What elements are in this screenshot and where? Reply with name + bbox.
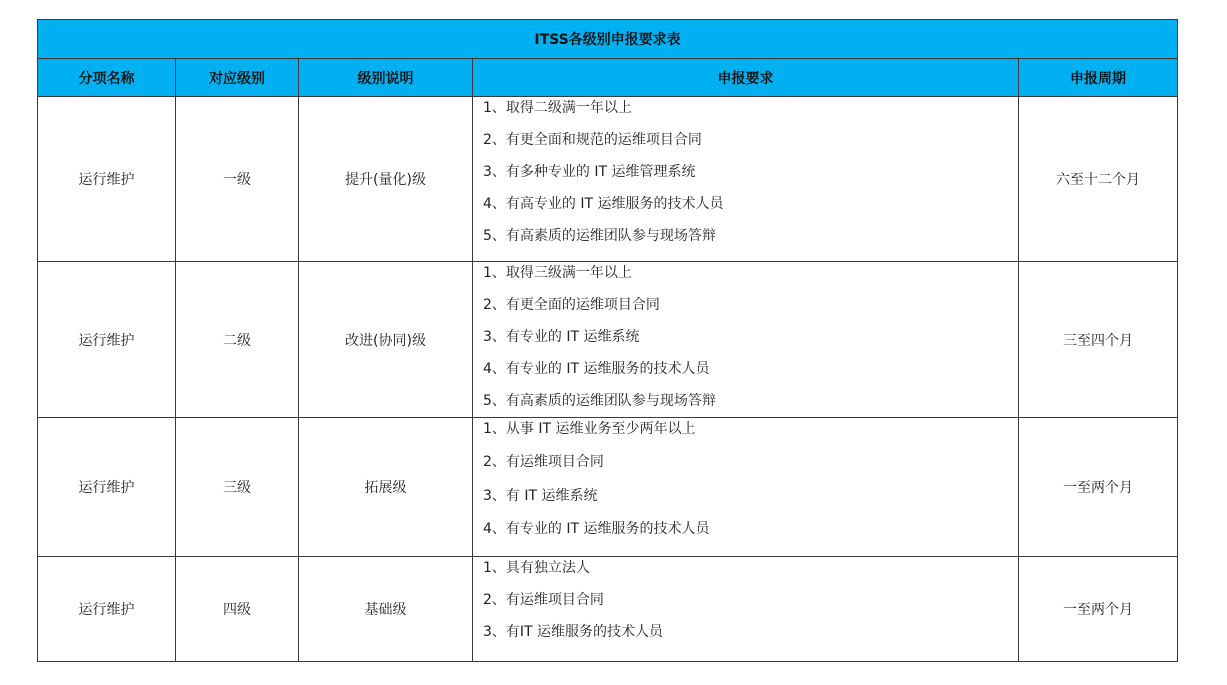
requirement-item: 2、有更全面和规范的运维项目合同	[483, 132, 702, 148]
requirement-item: 3、有IT 运维服务的技术人员	[483, 624, 664, 640]
requirement-item: 2、有运维项目合同	[483, 592, 604, 608]
cell-description: 改进(协同)级	[299, 262, 473, 418]
header-row	[38, 59, 1178, 97]
requirement-item: 5、有高素质的运维团队参与现场答辩	[483, 393, 716, 409]
header-category: 分项名称	[38, 59, 176, 97]
requirement-item: 4、有专业的 IT 运维服务的技术人员	[483, 520, 710, 537]
requirement-item: 5、有高素质的运维团队参与现场答辩	[483, 228, 716, 244]
table-row	[38, 557, 1178, 662]
cell-level: 四级	[176, 557, 299, 662]
requirement-item: 2、有运维项目合同	[483, 454, 604, 471]
requirements-list	[483, 557, 1018, 642]
requirement-item: 4、有高专业的 IT 运维服务的技术人员	[483, 196, 724, 212]
requirement-item: 1、取得三级满一年以上	[483, 265, 632, 281]
cell-cycle: 三至四个月	[1019, 262, 1178, 418]
cell-level: 一级	[176, 97, 299, 262]
cell-category: 运行维护	[38, 557, 176, 662]
cell-category: 运行维护	[38, 418, 176, 557]
cell-requirements	[473, 557, 1019, 662]
requirement-item: 1、具有独立法人	[483, 560, 590, 576]
requirements-list	[483, 97, 1018, 246]
itss-requirements-table	[37, 19, 1178, 662]
requirement-item: 3、有 IT 运维系统	[483, 487, 598, 504]
cell-requirements	[473, 262, 1019, 418]
cell-description: 提升(量化)级	[299, 97, 473, 262]
table-row	[38, 418, 1178, 557]
requirements-list	[483, 262, 1018, 411]
cell-level: 三级	[176, 418, 299, 557]
header-requirements: 申报要求	[473, 59, 1019, 97]
cell-category: 运行维护	[38, 262, 176, 418]
requirement-item: 3、有多种专业的 IT 运维管理系统	[483, 164, 696, 180]
table-title: ITSS各级别申报要求表	[38, 20, 1178, 59]
cell-cycle: 六至十二个月	[1019, 97, 1178, 262]
table-row	[38, 97, 1178, 262]
table-row	[38, 262, 1178, 418]
header-description: 级别说明	[299, 59, 473, 97]
header-level: 对应级别	[176, 59, 299, 97]
requirement-item: 1、取得二级满一年以上	[483, 100, 632, 116]
requirement-item: 3、有专业的 IT 运维系统	[483, 329, 640, 345]
header-cycle: 申报周期	[1019, 59, 1178, 97]
cell-requirements	[473, 418, 1019, 557]
cell-level: 二级	[176, 262, 299, 418]
cell-requirements	[473, 97, 1019, 262]
requirement-item: 4、有专业的 IT 运维服务的技术人员	[483, 361, 710, 377]
cell-description: 基础级	[299, 557, 473, 662]
cell-cycle: 一至两个月	[1019, 557, 1178, 662]
requirement-item: 2、有更全面的运维项目合同	[483, 297, 660, 313]
requirements-list	[483, 418, 1018, 539]
cell-cycle: 一至两个月	[1019, 418, 1178, 557]
cell-description: 拓展级	[299, 418, 473, 557]
requirement-item: 1、从事 IT 运维业务至少两年以上	[483, 421, 696, 437]
cell-category: 运行维护	[38, 97, 176, 262]
